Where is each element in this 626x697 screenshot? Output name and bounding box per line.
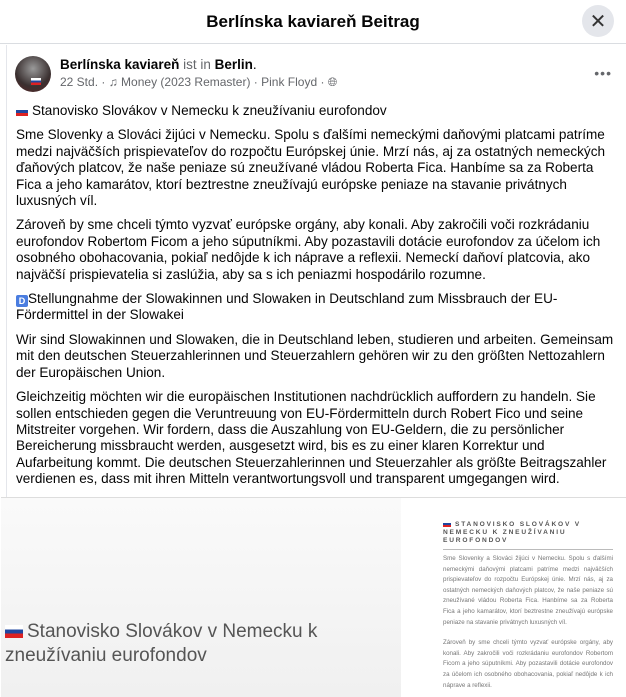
more-options-button[interactable]: ••• (594, 65, 612, 81)
image-doc-title: STANOVISKO SLOVÁKOV V NEMECKU K ZNEUŽÍVANIU EUROFONDOV (443, 521, 581, 544)
close-button[interactable] (582, 5, 614, 37)
music-note-icon: ♫ (108, 75, 118, 89)
post-image-2[interactable] (401, 497, 626, 697)
slovakia-flag-icon (16, 107, 28, 116)
dialog-title: Berlínska kaviareň Beitrag (206, 11, 420, 31)
dialog-header (0, 0, 626, 44)
post-image-1[interactable] (1, 497, 401, 697)
location-link[interactable]: Berlin (214, 57, 253, 72)
post-paragraph: Gleichzeitig möchten wir die europäischen Institutionen nachdrücklich auffordern zu handeln. Sie sollen entschieden gegen die Veruntreuung von EU-Fördermitteln durch Robert Fico und seine Mitstreiter vorgehen. Wir fordern, dass die Auszahlung von EU-Geldern, die zu persönlicher Bereicherung missbraucht werden, ausgesetzt wird, bis es zu einer klaren Korrektur und Aufarbeitung kommt. Die deutschen Steuerzahlerinnen und Steuerzahler als größte Beitragszahler verdienen es, dass mit ihren Mitteln verantwortungsvoll und transparent umgegangen wird. (16, 389, 607, 487)
post-paragraph: Wir sind Slowakinnen und Slowaken, die in Deutschland leben, studieren und arbeiten. Gemeinsam mit den deutschen Steuerzahlerinnen und Steuerzahlern gehören wir zu den größten Nettozahlern der Europäischen Union. (16, 331, 614, 380)
post-heading-sk: Stanovisko Slovákov v Nemecku k zneužívaniu eurofondov (32, 103, 387, 118)
post-time[interactable]: 22 Std. (60, 75, 99, 89)
slovakia-flag-icon (443, 521, 451, 527)
music-track[interactable]: Money (2023 Remaster) · Pink Floyd (121, 75, 318, 89)
in-text: ist in (183, 57, 211, 72)
author-name[interactable]: Berlínska kaviareň (60, 57, 180, 72)
image-doc-paragraph: Sme Slovenky a Slováci žijúci v Nemecku. Spolu s ďalšími nemeckými daňovými platcami patríme medzi najväčších prispievateľov do rozpočtu Európskej únie. Mrzí nás, aj za ostatných nemeckých daňových platcov, že naše peniaze sú zneužívané vládou Roberta Fica. Hanbíme sa za Roberta Fica a jeho kamarátov, ktorí beztrestne zneužívajú európske peniaze na stavanie privátnych luxusných víl. (443, 555, 613, 626)
slovakia-flag-icon (5, 625, 23, 638)
post-text (7, 92, 626, 488)
close-icon: ✕ (589, 10, 607, 33)
globe-icon: 🌐︎ (327, 75, 338, 89)
post-paragraph: Zároveň by sme chceli týmto vyzvať európske orgány, aby konali. Aby zakročili voči rozkrádaniu eurofondov Robertom Ficom a jeho súputníkmi. Aby pozastavili dotácie eurofondov za účelom ich osobného obohacovania, pokiaľ nedôjde k ich náprave a reflexii. Nemeckí daňoví platcovia, ako najväčší prispievatelia si zaslúžia, aby sa s ich peniazmi hospodárilo rozumne. (16, 217, 601, 282)
post: Berlínska kaviareň ist in Berlin. 22 Std. · ♫ Money (2023 Remaster) · Pink Floyd · 🌐︎ ••• Stanovisko Slovákov v Nemecku k zneužívaniu eurofondov Sme Slovenky a Slováci žijúci v Nemecku. Spolu s ďalšími nemeckými daňovými platcami patríme medzi najväčších prispievateľov do rozpočtu Európskej únie. Mrzí nás, aj za ostatných nemeckých ďaňových platcov, že naše peniaze sú zneužívané vládou Roberta Fica. Hanbíme sa za Roberta Fica a jeho kamarátov, ktorí beztrestne zneužívajú európske peniaze na stavanie privátnych luxusných víl. Zároveň by sme chceli týmto vyzvať európske orgány, aby konali. Aby zakročili voči rozkrádaniu eurofondov Robertom Ficom a jeho súputníkmi. Aby pozastavili dotácie eurofondov za účelom ich osobného obohacovania, pokiaľ nedôjde k ich náprave a reflexii. Nemeckí daňoví platcovia, ako najväčší prispievatelia si zaslúžia, aby sa s ich peniazmi hospodárilo rozumne. D Stellungnahme der Slowakinnen und Slowaken in Deutschland zum Missbrauch der EU-Fördermittel in der Slowakei Wir sind Slowakinnen und Slowaken, die in Deutschland leben, studieren und arbeiten. Gemeinsam mit den deutschen Steuerzahlerinnen und Steuerzahlern gehören wir zu den größten Nettozahlern der Europäischen Union. Gleichzeitig möchten wir die europäischen Institutionen nachdrücklich auffordern zu handeln. Sie sollen entschieden gegen die Veruntreuung von EU-Fördermitteln durch Robert Fico und seine Mitstreiter vorgehen. Wir fordern, dass die Auszahlung von EU-Geldern, die zu persönlicher Bereicherung missbraucht werden, ausgesetzt wird, bis es zu einer klaren Korrektur und Aufarbeitung kommt. Die deutschen Steuerzahlerinnen und Steuerzahler als größte Beitragszahler verdienen es, dass mit ihren Mitteln verantwortungsvoll und transparent umgegangen wird. Stanovisko Slovákov v Nemecku k zneužívaniu eurofondov STANOVISKO SLOVÁKOV V NEMECKU K ZNEUŽÍVANIU EUROFONDOV Sme Slovenky a Slováci žijúci v Nemecku. Spolu s ďalšími nemeckými daňovými platcami patríme medzi najväčších prispievateľov do rozpočtu Európskej únie. Mrzí nás, aj za ostatných nemeckých daňových platcov, že naše peniaze sú zneužívané vládou Roberta Fica. Hanbíme sa za Roberta Fica a jeho kamarátov, ktorí beztrestne zneužívajú európske peniaze na stavanie privátnych luxusných víl. Zároveň by sme chceli týmto vyzvať európske orgány, aby konali. Aby zakročili voči rozkrádaniu eurofondov Robertom Ficom a jeho súputníkmi. Aby pozastavili dotácie eurofondov za účelom ich osobného obohacovania, pokiaľ nedôjde k ich náprave a reflexii. (6, 45, 626, 692)
post-images (1, 497, 626, 697)
image-doc-paragraph: Zároveň by sme chceli týmto vyzvať európske orgány, aby konali. Aby zakročili voči rozkrádaniu eurofondov Robertom Ficom a jeho súputníkmi. Aby pozastavili dotácie eurofondov za účelom ich osobného obohacovania, pokiaľ nedôjde k ich náprave a reflexii. (443, 639, 613, 689)
avatar[interactable] (15, 56, 51, 92)
post-heading-de: Stellungnahme der Slowakinnen und Slowaken in Deutschland zum Missbrauch der EU-Fördermittel in der Slowakei (16, 291, 558, 323)
post-paragraph: Sme Slovenky a Slováci žijúci v Nemecku. Spolu s ďalšími nemeckými daňovými platcami patríme medzi najväčších prispievateľov do rozpočtu Európskej únie. Mrzí nás, aj za ostatných nemeckých ďaňových platcov, že naše peniaze sú zneužívané vládou Roberta Fica. Hanbíme sa za Roberta Fica a jeho kamarátov, ktorí beztrestne zneužívajú európske peniaze na stavanie privátnych luxusných víl. (16, 127, 606, 209)
letter-d-icon: D (16, 295, 28, 307)
image-caption: Stanovisko Slovákov v Nemecku k zneužívaniu eurofondov (5, 621, 318, 666)
